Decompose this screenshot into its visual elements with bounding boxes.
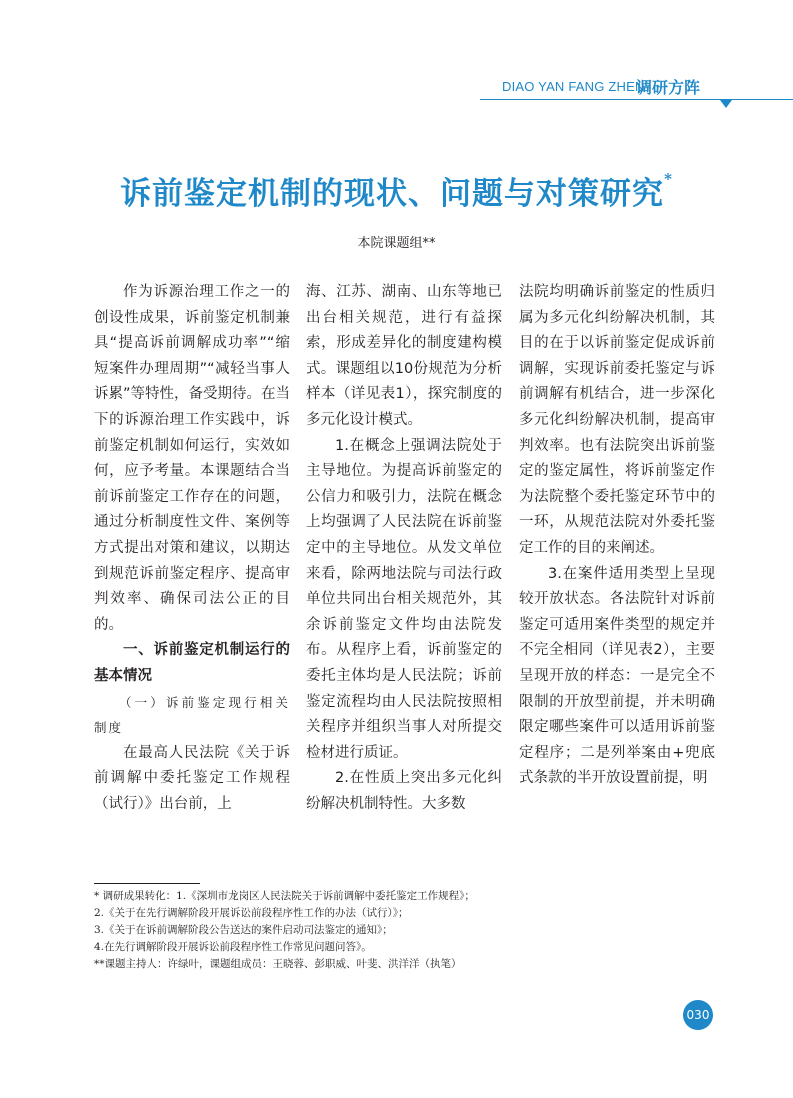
body-column-2 — [306, 280, 502, 817]
paragraph: 1.在概念上强调法院处于主导地位。为提高诉前鉴定的公信力和吸引力，法院在概念上均强调了人民法院在诉前鉴定中的主导地位。从发文单位来看，除两地法院与司法行政单位共同出台相关规范外，其余诉前鉴定文件均由法院发布。从程序上看，诉前鉴定的委托主体均是人民法院；诉前鉴定流程均由人民法院按照相关程序并组织当事人对所提交检材进行质证。 — [306, 437, 502, 761]
footnote-line: **课题主持人：许绿叶，课题组成员：王晓蓉、彭职威、叶斐、洪洋洋（执笔） — [94, 958, 462, 970]
paragraph: 法院均明确诉前鉴定的性质归属为多元化纠纷解决机制，其目的在于以诉前鉴定促成诉前调解，实现诉前委托鉴定与诉前调解有机结合，进一步深化多元化纠纷解决机制，提高审判效率。也有法院突出诉前鉴定的鉴定属性，将诉前鉴定作为法院整个委托鉴定环节中的一环，从规范法院对外委托鉴定工作的目的来阐述。 — [519, 284, 715, 556]
footnote-line: * 调研成果转化：1.《深圳市龙岗区人民法院关于诉前调解中委托鉴定工作规程》； — [94, 890, 475, 902]
paragraph: 在最高人民法院《关于诉前调解中委托鉴定工作规程（试行）》出台前，上 — [94, 744, 290, 812]
subsection-heading: （一）诉前鉴定现行相关制度 — [94, 694, 290, 736]
article-authors: 本院课题组** — [357, 236, 436, 251]
paragraph: 作为诉源治理工作之一的创设性成果，诉前鉴定机制兼具“提高诉前调解成功率”“缩短案件办理周期”“减轻当事人诉累”等特性，备受期待。在当下的诉源治理工作实践中，诉前鉴定机制如何运行，实效如何，应予考量。本课题结合当前诉前鉴定工作存在的问题，通过分析制度性文件、案例等方式提出对策和建议，以期达到规范诉前鉴定程序、提高审判效率、确保司法公正的目的。 — [94, 284, 291, 633]
body-column-1 — [94, 280, 290, 817]
paragraph: 2.在性质上突出多元化纠纷解决机制特性。大多数 — [306, 770, 502, 812]
footnote-line: 2.《关于在先行调解阶段开展诉讼前段程序性工作的办法（试行）》； — [94, 907, 409, 919]
paragraph: 3.在案件适用类型上呈现较开放状态。各法院针对诉前鉴定可适用案件类型的规定并不完全相同（详见表2），主要呈现开放的样态：一是完全不限制的开放型前提，并未明确限定哪些案件可以适用诉前鉴定程序；二是列举案由+兜底式条款的半开放设置前提，明 — [519, 565, 715, 787]
article-title — [0, 168, 793, 213]
paragraph: 海、江苏、湖南、山东等地已出台相关规范，进行有益探索，形成差异化的制度建构模式。课题组以10份规范为分析样本（详见表1），探究制度的多元化设计模式。 — [306, 284, 502, 428]
footnotes — [94, 888, 654, 973]
section-header — [480, 72, 793, 102]
title-footnote-mark: * — [664, 170, 673, 188]
body-column-3 — [519, 280, 715, 792]
footnote-line: 4.在先行调解阶段开展诉讼前段程序性工作常见问题问答》。 — [94, 941, 372, 953]
title-text: 诉前鉴定机制的现状、问题与对策研究 — [120, 176, 665, 212]
footnote-line: 3.《关于在诉前调解阶段公告送达的案件启动司法鉴定的通知》； — [94, 924, 393, 936]
section-name: 调研方阵 — [636, 78, 701, 97]
header-rule — [480, 99, 793, 100]
section-heading: 一、诉前鉴定机制运行的基本情况 — [94, 642, 290, 684]
triangle-marker-icon — [720, 100, 732, 108]
footnote-rule — [94, 883, 200, 884]
page-number: 030 — [683, 1000, 713, 1030]
section-pinyin: DIAO YAN FANG ZHEN — [502, 79, 645, 94]
